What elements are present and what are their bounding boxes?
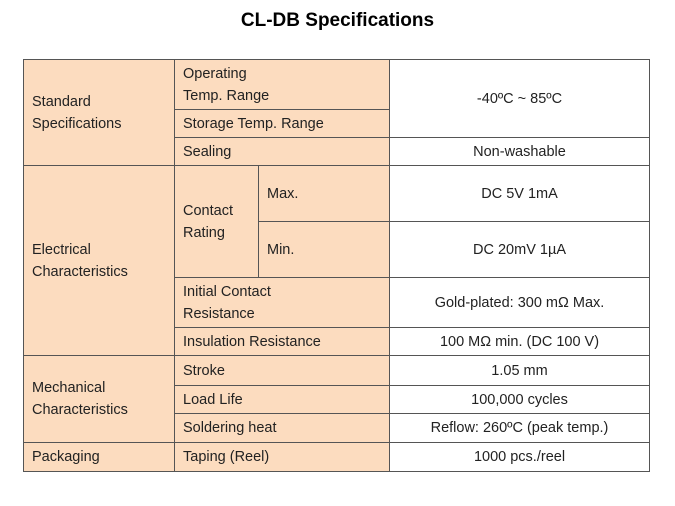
- initial-contact-value: Gold-plated: 300 mΩ Max.: [390, 278, 650, 328]
- category-standard-specifications: [24, 60, 175, 166]
- table-row: [24, 60, 650, 110]
- stroke-label: Stroke: [175, 356, 390, 386]
- load-life-label: Load Life: [175, 386, 390, 414]
- sealing-value: Non-washable: [390, 138, 650, 166]
- operating-temp-label: Operating Temp. Range: [183, 65, 270, 104]
- storage-temp-label: Storage Temp. Range: [175, 110, 390, 138]
- initial-contact-label-cell: [175, 278, 390, 328]
- taping-label: Taping (Reel): [175, 443, 390, 472]
- load-life-value: 100,000 cycles: [390, 386, 650, 414]
- temp-range-value: -40ºC ~ 85ºC: [476, 90, 563, 107]
- soldering-label: Soldering heat: [175, 414, 390, 443]
- taping-value: 1000 pcs./reel: [390, 443, 650, 472]
- operating-temp-label-cell: [175, 60, 390, 110]
- page-title: CL-DB Specifications: [240, 10, 435, 31]
- category-label: Mechanical Characteristics: [32, 380, 128, 418]
- temp-range-value-cell: [390, 60, 650, 138]
- category-electrical-characteristics: [24, 166, 175, 356]
- max-value: DC 5V 1mA: [390, 166, 650, 222]
- stroke-value: 1.05 mm: [390, 356, 650, 386]
- category-mechanical-characteristics: [24, 356, 175, 443]
- category-packaging: Packaging: [24, 443, 175, 472]
- initial-contact-label: Initial Contact Resistance: [183, 283, 271, 322]
- min-value: DC 20mV 1µA: [390, 222, 650, 278]
- insulation-value: 100 MΩ min. (DC 100 V): [390, 328, 650, 356]
- sealing-label: Sealing: [175, 138, 390, 166]
- table-row: [24, 356, 650, 386]
- insulation-label: Insulation Resistance: [175, 328, 390, 356]
- category-label: Electrical Characteristics: [32, 241, 128, 280]
- contact-rating-label: Contact Rating: [183, 202, 233, 241]
- soldering-value: Reflow: 260ºC (peak temp.): [390, 414, 650, 443]
- max-label: Max.: [259, 166, 390, 222]
- table-row: [24, 443, 650, 472]
- specifications-table: [23, 59, 650, 472]
- contact-rating-label-cell: [175, 166, 259, 278]
- table-row: [24, 166, 650, 222]
- min-label: Min.: [259, 222, 390, 278]
- category-label: Standard Specifications: [32, 93, 122, 132]
